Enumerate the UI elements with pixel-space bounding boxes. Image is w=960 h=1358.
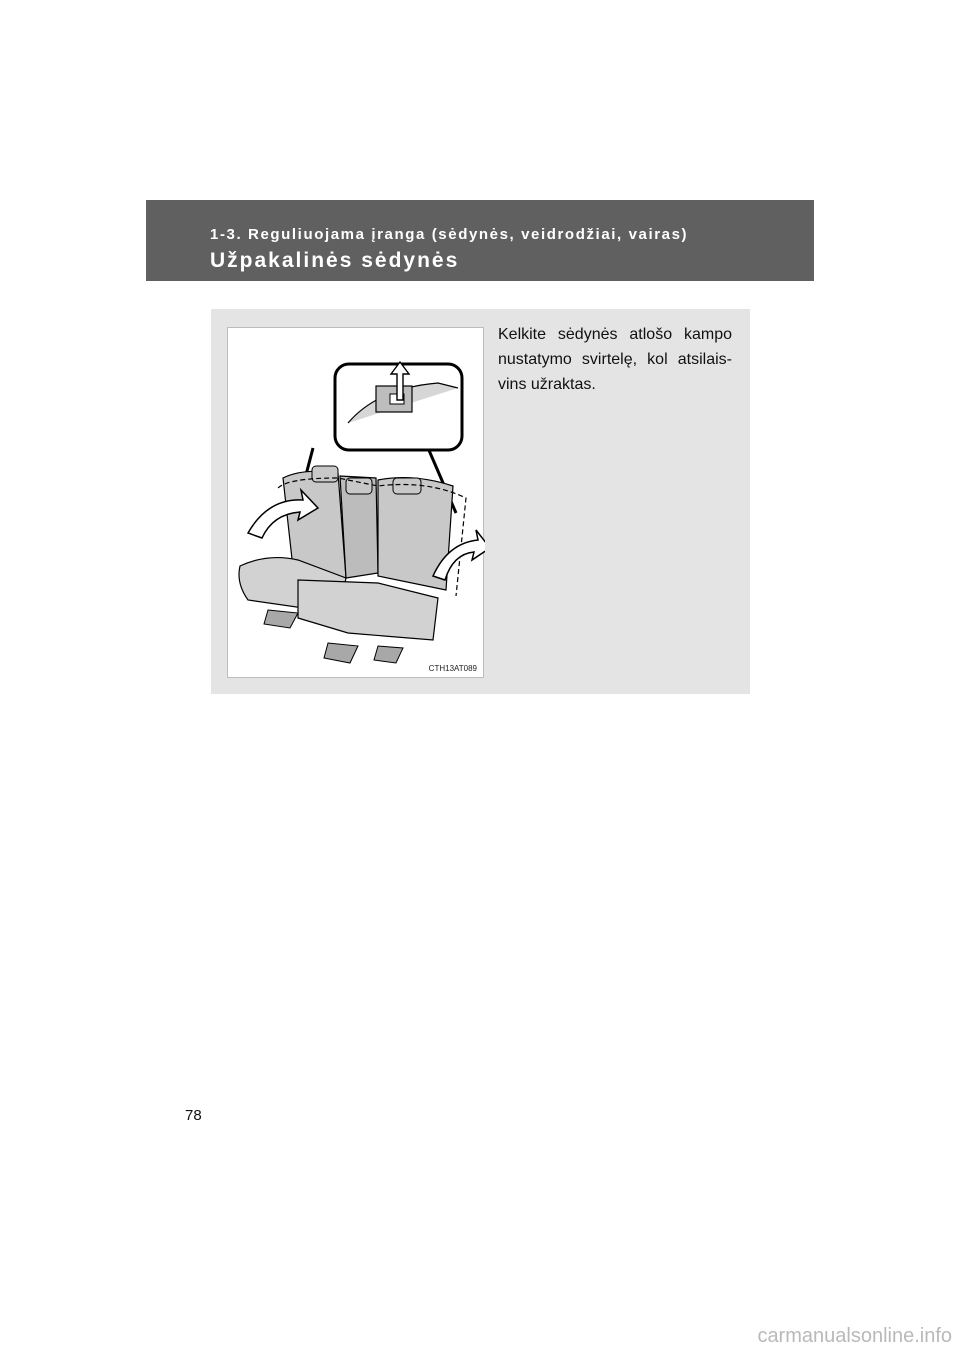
seat-leg-left xyxy=(264,610,298,628)
seat-illustration xyxy=(227,327,484,678)
watermark-text: carmanualsonline.info xyxy=(757,1325,952,1347)
seat-leg-center xyxy=(324,643,358,663)
rear-seat-drawing xyxy=(228,328,485,679)
content-panel xyxy=(211,309,750,694)
seat-leg-right xyxy=(374,646,403,663)
left-headrest xyxy=(312,466,338,482)
right-seat-cushion xyxy=(298,580,438,640)
page-number: 78 xyxy=(185,1107,202,1124)
section-heading: 1-3. Reguliuojama įranga (sėdynės, veidrodžiai, vairas) xyxy=(210,226,689,243)
instruction-text: Kelkite sėdynės atlošo kampo nustatymo svirtelę, kol atsilaisvins užraktas. xyxy=(498,326,732,393)
figure-code: CTH13AT089 xyxy=(428,664,477,673)
page-title: Užpakalinės sėdynės xyxy=(210,249,460,272)
header-bar xyxy=(146,200,814,281)
right-headrest xyxy=(393,478,421,494)
